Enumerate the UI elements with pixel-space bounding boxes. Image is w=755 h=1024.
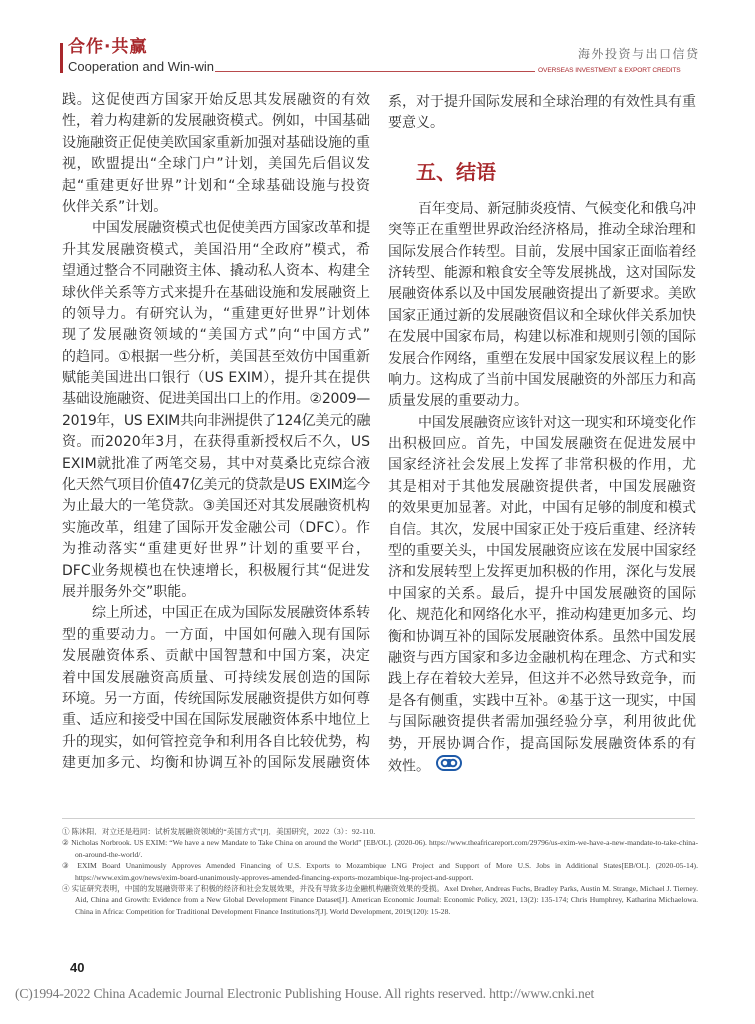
- journal-title-cn: 海外投资与出口信贷: [578, 47, 700, 61]
- text-line: 资。而2020年3月，在获得重新授权后不久，US: [62, 434, 370, 451]
- text-line: 在发展中国家布局，构建以标准和规则引领的国际: [388, 329, 696, 346]
- text-line: 势，开展协调合作，提高国际发展融资体系的有: [388, 735, 696, 752]
- page-number: 40: [70, 960, 85, 975]
- footnotes: [62, 826, 698, 917]
- paragraph: [388, 92, 696, 135]
- text-line: 践。这促使西方国家开始反思其发展融资的有效: [62, 92, 370, 108]
- text-line: 践上存在着较大差异，但这并不必然导致竞争，而: [388, 671, 696, 688]
- right-body: [388, 199, 696, 777]
- left-column: [62, 90, 370, 775]
- text-line: 中国发展融资模式也促使美西方国家改革和提: [92, 220, 370, 237]
- text-line: 现了发展融资领域的“美国方式”向“中国方式”: [62, 327, 370, 344]
- paragraph: [62, 603, 370, 774]
- text-line: 展并服务外交”职能。: [62, 583, 196, 600]
- text-line: DFC业务规模也在快速增长，积极履行其“促进发: [62, 562, 370, 579]
- text-line: 中国家的关系。最后，提升中国发展融资的国际: [388, 585, 696, 602]
- text-line: 实施改革，组建了国际开发金融公司（DFC）。作: [62, 519, 370, 536]
- text-line: 赋能美国进出口银行（US EXIM），提升其在提供: [62, 370, 370, 387]
- text-line: 展融资体系以及中国发展融资提出了新要求。美欧: [388, 286, 696, 303]
- copyright-notice: (C)1994-2022 China Academic Journal Electronic Publishing House. All rights reserved. http://www.cnki.net: [15, 986, 595, 1001]
- text-line: 性，着力构建新的发展融资模式。例如，中国基础: [62, 113, 370, 130]
- text-line: EXIM就批准了两笔交易，其中对莫桑比克综合液: [62, 455, 370, 472]
- text-line: 为推动落实“重建更好世界”计划的重要平台，: [62, 541, 370, 558]
- section-title-en: Cooperation and Win-win: [68, 59, 214, 74]
- text-line: 发展融资体系、贡献中国智慧和中国方案，决定: [62, 648, 370, 665]
- text-line: 衡和协调互补的国际发展融资体系。虽然中国发展: [388, 628, 696, 645]
- text-line: 质量发展的重要动力。: [388, 393, 528, 410]
- text-line: 自信。其次，发展中国家正处于疫后重建、经济转: [388, 521, 696, 538]
- right-column: [388, 92, 696, 776]
- text-line: 起“重建更好世界”计划和“全球基础设施与投资: [62, 177, 370, 194]
- text-line: 化天然气项目价值47亿美元的贷款是US EXIM迄今: [62, 477, 370, 494]
- section-title-cn: 合作·共赢: [68, 37, 148, 57]
- text-line: 发展合作网络，重塑在发展中国家发展议程上的影: [388, 350, 696, 367]
- right-intro-paragraph: [388, 92, 696, 135]
- text-line: 要意义。: [388, 115, 444, 132]
- paragraph: [388, 199, 696, 413]
- footnote: ④ 实证研究表明，中国的发展融资带来了积极的经济和社会发展效果，并没有导致多边金融机构融资效果的受损。Axel Dreher, Andreas Fuchs, Bradley Parks, Austin M. Strange, Michael J. Tierney. Aid, China and Growth: Evidence from a New Global Development Finance Dataset[J]. American Economic Journal: Economic Policy, 2021, 13(2): 135-174; Chris Humphrey, Katharina Michaelowa. China in Africa: Competition for Traditional Development Finance Institutions?[J]. World Development, 2019(120): 15-28.: [62, 884, 698, 916]
- text-line: 百年变局、新冠肺炎疫情、气候变化和俄乌冲: [418, 200, 696, 217]
- text-line: 为止最大的一笔贷款。③美国还对其发展融资机构: [62, 498, 370, 515]
- text-line: 望通过整合不同融资主体、撬动私人资本、构建全: [62, 263, 370, 280]
- text-line: 济和发展转型上发挥更加积极的作用，深化与发展: [388, 564, 696, 581]
- footnote-separator: [62, 818, 695, 819]
- paragraph: [388, 413, 696, 777]
- text-line: 视，欧盟提出“全球门户”计划，美国先后倡议发: [62, 156, 370, 173]
- qb-logo-icon: [436, 755, 462, 776]
- text-line: 设施融资正促使美欧国家重新加强对基础设施的重: [62, 134, 370, 151]
- text-line: 其是相对于其他发展融资提供者，中国发展融资: [388, 478, 696, 495]
- text-line: 突等正在重塑世界政治经济格局，推动全球治理和: [388, 222, 696, 239]
- text-line: 国际发展合作转型。目前，发展中国家正面临着经: [388, 243, 696, 260]
- text-line: 重、适应和接受中国在国际发展融资体系中地位上: [62, 712, 370, 729]
- footnote: ① 陈沐阳．对立还是趋同：试析发展融资领域的“美国方式”[J]．美国研究，2022（3）：92-110.: [62, 827, 376, 836]
- journal-title-en: OVERSEAS INVESTMENT & EXPORT CREDITS: [538, 67, 681, 74]
- text-line: 的领导力。有研究认为，“重建更好世界”计划体: [62, 305, 370, 322]
- text-line: 的效果更加显著。对此，中国有足够的制度和模式: [388, 500, 696, 517]
- footnote: ③ EXIM Board Unanimously Approves Amended Financing of U.S. Exports to Mozambique LNG Project and Support of More U.S. Jobs in Additional States[EB/OL]. (2020-05-14). https://www.exim.gov/news/exim-board-unanimously-approves-amended-financing-exports-mozambique-lng-project-and-support.: [62, 861, 698, 882]
- text-line-with-logo: [388, 755, 696, 776]
- text-line: 伙伴关系”计划。: [62, 198, 168, 215]
- text-line: 综上所述，中国正在成为国际发展融资体系转: [92, 605, 370, 622]
- text-line: 升的现实，如何管控竞争和利用各自比较优势，构: [62, 733, 370, 750]
- text-line: 效性。: [388, 758, 430, 775]
- header-rule: [215, 71, 535, 72]
- text-line: 着中国发展融资高质量、可持续发展创造的国际: [62, 669, 370, 686]
- text-line: 的趋同。①根据一些分析，美国甚至效仿中国重新: [62, 348, 370, 365]
- header-accent-bar: [60, 43, 63, 73]
- text-line: 与国际融资提供者需加强经验分享，利用彼此优: [388, 714, 696, 731]
- text-line: 系，对于提升国际发展和全球治理的有效性具有重: [388, 94, 696, 110]
- text-line: 基础设施融资、促进美国出口上的作用。②2009—: [62, 391, 370, 408]
- text-line: 响力。这构成了当前中国发展融资的外部压力和高: [388, 371, 696, 388]
- text-line: 型的重要动力。一方面，中国如何融入现有国际: [62, 626, 370, 643]
- text-line: 国家正通过新的发展融资倡议和全球伙伴关系加快: [388, 307, 696, 324]
- text-line: 融资与西方国家和多边金融机构在理念、方式和实: [388, 649, 696, 666]
- text-line: 型的重要关头，中国发展融资应该在发展中国家经: [388, 543, 696, 560]
- paragraph: [62, 218, 370, 603]
- text-line: 济转型、能源和粮食安全等发展挑战，这对国际发: [388, 264, 696, 281]
- text-line: 2019年，US EXIM共向非洲提供了124亿美元的融: [62, 412, 370, 429]
- section-heading: 五、结语: [416, 159, 496, 184]
- text-line: 升其发展融资模式，美国沿用“全政府”模式，希: [62, 241, 370, 258]
- text-line: 出积极回应。首先，中国发展融资在促进发展中: [388, 436, 696, 453]
- paragraph: [62, 90, 370, 218]
- text-line: 化、规范化和网络化水平，推动构建更加多元、均: [388, 607, 696, 624]
- text-line: 环境。另一方面，传统国际发展融资提供方如何尊: [62, 690, 370, 707]
- footnote: ② Nicholas Norbrook. US EXIM: “We have a new Mandate to Take China on around the World” [EB/OL]. (2020-06). https://www.theafricareport.com/29796/us-exim-we-have-a-new-mandate-to-take-china-on-around-the-world/.: [62, 838, 698, 859]
- text-line: 球伙伴关系等方式来提升在基础设施和发展融资上: [62, 284, 370, 301]
- text-line: 中国发展融资应该针对这一现实和环境变化作: [418, 414, 696, 431]
- text-line: 是各有侧重，实践中互补。④基于这一现实，中国: [388, 692, 696, 709]
- text-line: 建更加多元、均衡和协调互补的国际发展融资体: [62, 755, 370, 772]
- text-line: 国家经济社会发展上发挥了非常积极的作用，尤: [388, 457, 696, 474]
